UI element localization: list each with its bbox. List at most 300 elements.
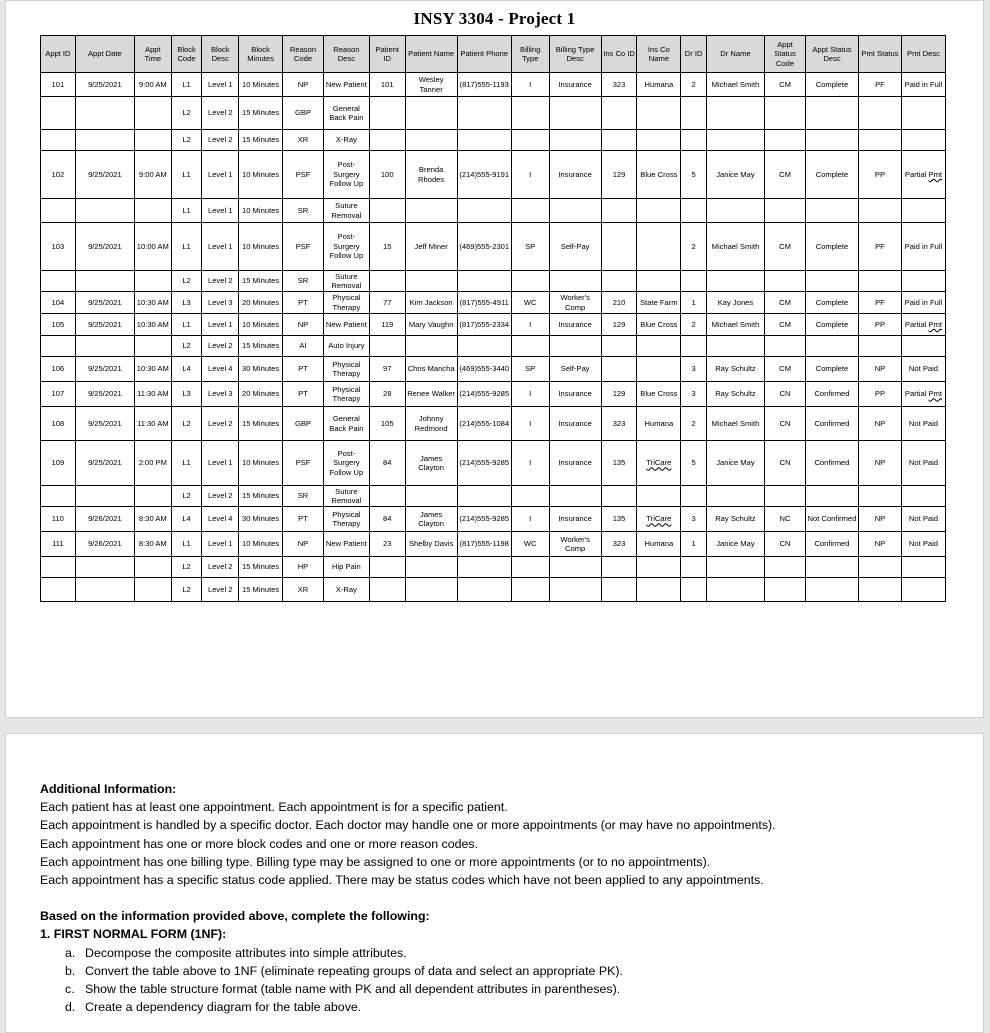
cell-appt-date [75,578,134,602]
table-header-row [41,36,946,73]
cell-block-minutes: 15 Minutes [239,271,283,292]
cell-appt-time [134,97,171,130]
cell-patient-phone [457,130,511,151]
cell-appt-date [75,486,134,507]
cell-dr-id [681,578,707,602]
table-row [41,441,946,486]
cell-billing-type: I [511,441,549,486]
cell-patient-name: Chris Mancha [405,357,457,382]
cell-appt-status-desc [805,486,858,507]
cell-reason-code: AI [283,336,324,357]
cell-reason-desc: New Patient [323,73,369,97]
cell-patient-id: 101 [369,73,405,97]
cell-block-minutes: 10 Minutes [239,314,283,336]
task-subitem [65,998,970,1016]
cell-appt-status-code [765,199,806,223]
cell-patient-phone [457,578,511,602]
cell-reason-code: NP [283,73,324,97]
cell-appt-date: 9/25/2021 [75,382,134,407]
cell-ins-co-id: 129 [601,151,637,199]
cell-billing-type: SP [511,357,549,382]
cell-block-minutes: 10 Minutes [239,532,283,557]
cell-dr-name [706,97,764,130]
cell-block-minutes: 20 Minutes [239,382,283,407]
cell-appt-time: 8:30 AM [134,507,171,532]
cell-patient-id: 23 [369,532,405,557]
cell-block-code: L2 [171,486,202,507]
cell-appt-id: 109 [41,441,76,486]
cell-reason-code: PT [283,357,324,382]
document-page-1 [5,0,984,718]
header-appt-date: Appt Date [75,36,134,73]
cell-appt-date: 9/25/2021 [75,407,134,441]
cell-appt-status-code [765,578,806,602]
cell-appt-status-code: CM [765,357,806,382]
cell-pmt-desc: Paid in Full [901,292,945,314]
cell-pmt-desc: Not Paid [901,441,945,486]
header-patient-phone: Patient Phone [457,36,511,73]
cell-reason-code: PT [283,382,324,407]
cell-appt-id: 104 [41,292,76,314]
cell-block-code: L1 [171,199,202,223]
cell-appt-status-code: NC [765,507,806,532]
header-dr-name: Dr Name [706,36,764,73]
cell-dr-name: Janice May [706,151,764,199]
cell-pmt-status: NP [859,357,902,382]
cell-appt-time: 10:30 AM [134,292,171,314]
cell-appt-time: 10:00 AM [134,223,171,271]
cell-reason-code: NP [283,314,324,336]
info-line: Each appointment has a specific status code applied. There may be status codes which have not been applied to any appointments. [40,873,764,888]
cell-patient-name: James Clayton [405,507,457,532]
task-subitem [65,980,970,998]
cell-reason-code: HP [283,557,324,578]
cell-patient-id: 105 [369,407,405,441]
cell-ins-co-name [637,130,681,151]
cell-block-code: L2 [171,130,202,151]
header-patient-name: Patient Name [405,36,457,73]
table-row [41,271,946,292]
cell-patient-phone [457,557,511,578]
cell-appt-status-code: CM [765,151,806,199]
cell-dr-id: 2 [681,407,707,441]
header-billing-type-desc: Billing Type Desc [549,36,601,73]
cell-block-desc: Level 1 [202,223,239,271]
cell-patient-phone: (469)555-2301 [457,223,511,271]
cell-appt-status-desc: Confirmed [805,532,858,557]
cell-patient-name: Kim Jackson [405,292,457,314]
cell-block-minutes: 10 Minutes [239,73,283,97]
cell-dr-id [681,130,707,151]
cell-patient-id [369,486,405,507]
cell-appt-status-code [765,557,806,578]
cell-pmt-status: NP [859,441,902,486]
cell-patient-phone: (214)555-1084 [457,407,511,441]
cell-billing-type-desc: Insurance [549,151,601,199]
cell-pmt-status [859,199,902,223]
cell-ins-co-id: 323 [601,73,637,97]
cell-patient-name: James Clayton [405,441,457,486]
cell-dr-name [706,199,764,223]
cell-patient-phone: (214)555-9285 [457,441,511,486]
cell-billing-type: I [511,314,549,336]
cell-ins-co-id [601,557,637,578]
cell-dr-id: 3 [681,507,707,532]
cell-billing-type [511,199,549,223]
cell-dr-id: 3 [681,357,707,382]
cell-dr-name [706,486,764,507]
cell-patient-name [405,199,457,223]
cell-patient-phone [457,336,511,357]
cell-block-desc: Level 2 [202,97,239,130]
cell-pmt-status [859,557,902,578]
cell-reason-desc: Post-Surgery Follow Up [323,441,369,486]
cell-patient-name: Renee Walker [405,382,457,407]
cell-appt-status-desc [805,130,858,151]
cell-reason-code: PSF [283,223,324,271]
cell-reason-code: PSF [283,441,324,486]
cell-appt-date: 9/26/2021 [75,532,134,557]
cell-billing-type: I [511,507,549,532]
cell-pmt-desc: Partial Pmt [901,382,945,407]
cell-ins-co-id [601,271,637,292]
cell-reason-desc: Suture Removal [323,199,369,223]
cell-patient-id: 77 [369,292,405,314]
cell-appt-status-desc: Complete [805,357,858,382]
cell-patient-name: Wesley Tanner [405,73,457,97]
cell-pmt-status: NP [859,407,902,441]
subitem-marker: d. [65,1000,76,1015]
cell-billing-type-desc: Insurance [549,507,601,532]
cell-reason-desc: Suture Removal [323,271,369,292]
cell-billing-type: I [511,73,549,97]
table-row [41,130,946,151]
cell-appt-date: 9/25/2021 [75,357,134,382]
cell-patient-id: 100 [369,151,405,199]
header-ins-co-name: Ins Co Name [637,36,681,73]
cell-appt-status-code: CM [765,292,806,314]
header-appt-status-code: Appt Status Code [765,36,806,73]
task-subitem [65,944,970,962]
cell-appt-date: 9/25/2021 [75,73,134,97]
cell-pmt-status: PF [859,73,902,97]
cell-pmt-desc: Not Paid [901,507,945,532]
cell-ins-co-name [637,357,681,382]
cell-billing-type-desc: Insurance [549,314,601,336]
table-row [41,578,946,602]
cell-appt-date: 9/25/2021 [75,441,134,486]
cell-pmt-status: NP [859,532,902,557]
table-row [41,557,946,578]
cell-appt-id: 101 [41,73,76,97]
header-ins-co-id: Ins Co ID [601,36,637,73]
cell-appt-time: 11:30 AM [134,382,171,407]
cell-reason-desc: New Patient [323,532,369,557]
cell-block-minutes: 15 Minutes [239,486,283,507]
cell-dr-id [681,271,707,292]
additional-info-heading: Additional Information: [40,782,177,796]
cell-billing-type-desc: Insurance [549,382,601,407]
cell-billing-type-desc: Insurance [549,73,601,97]
cell-appt-time [134,557,171,578]
cell-ins-co-id: 129 [601,382,637,407]
cell-dr-name: Michael Smith [706,73,764,97]
cell-patient-name [405,336,457,357]
cell-dr-name: Janice May [706,441,764,486]
cell-billing-type [511,486,549,507]
cell-block-code: L4 [171,357,202,382]
cell-patient-id: 119 [369,314,405,336]
cell-billing-type-desc [549,557,601,578]
cell-reason-code: NP [283,532,324,557]
cell-block-desc: Level 2 [202,578,239,602]
cell-patient-phone: (214)555-9285 [457,507,511,532]
cell-appt-status-desc: Complete [805,314,858,336]
cell-appt-date: 9/26/2021 [75,507,134,532]
cell-appt-date [75,130,134,151]
cell-dr-name: Michael Smith [706,407,764,441]
cell-patient-name: Jeff Miner [405,223,457,271]
cell-block-desc: Level 1 [202,441,239,486]
cell-billing-type: WC [511,532,549,557]
cell-billing-type [511,97,549,130]
cell-block-minutes: 30 Minutes [239,507,283,532]
cell-patient-name [405,557,457,578]
subitem-text: Create a dependency diagram for the table above. [85,1000,362,1015]
cell-dr-id [681,486,707,507]
cell-patient-name [405,271,457,292]
cell-patient-phone: (214)555-9285 [457,382,511,407]
cell-billing-type-desc [549,97,601,130]
cell-pmt-desc: Paid in Full [901,73,945,97]
cell-patient-name [405,486,457,507]
table-row [41,314,946,336]
cell-pmt-status: PP [859,314,902,336]
cell-pmt-desc [901,271,945,292]
cell-patient-phone: (817)555-1193 [457,73,511,97]
cell-appt-date [75,97,134,130]
cell-dr-name [706,130,764,151]
cell-pmt-status: PF [859,292,902,314]
cell-dr-id [681,199,707,223]
cell-dr-id [681,557,707,578]
cell-dr-id: 5 [681,151,707,199]
table-row [41,292,946,314]
cell-appt-status-code: CM [765,73,806,97]
appointment-table [40,35,946,602]
cell-dr-name: Ray Schultz [706,382,764,407]
header-pmt-status: Pmt Status [859,36,902,73]
subitem-text: Show the table structure format (table name with PK and all dependent attributes in parentheses). [85,982,621,997]
cell-pmt-status [859,578,902,602]
cell-appt-status-code [765,97,806,130]
cell-block-code: L3 [171,292,202,314]
cell-appt-date [75,336,134,357]
table-row [41,97,946,130]
header-dr-id: Dr ID [681,36,707,73]
cell-reason-desc: General Back Pain [323,407,369,441]
cell-billing-type: SP [511,223,549,271]
table-row [41,357,946,382]
task-item-1nf: 1. FIRST NORMAL FORM (1NF): [40,927,227,942]
cell-appt-date [75,199,134,223]
header-appt-id: Appt ID [41,36,76,73]
subitem-marker: a. [65,945,76,960]
cell-ins-co-name [637,97,681,130]
cell-ins-co-id: 135 [601,441,637,486]
cell-appt-date: 9/25/2021 [75,292,134,314]
info-line: Each patient has at least one appointment. Each appointment is for a specific patient. [40,800,508,815]
cell-block-desc: Level 2 [202,130,239,151]
cell-patient-name [405,97,457,130]
cell-billing-type-desc: Self-Pay [549,357,601,382]
cell-reason-desc: X-Ray [323,130,369,151]
cell-appt-time: 9:00 AM [134,151,171,199]
cell-pmt-desc [901,130,945,151]
cell-pmt-desc: Partial Pmt [901,151,945,199]
cell-appt-status-desc [805,271,858,292]
cell-block-code: L2 [171,578,202,602]
cell-patient-name [405,578,457,602]
cell-appt-date: 9/25/2021 [75,223,134,271]
cell-ins-co-id [601,336,637,357]
cell-reason-code: GBP [283,97,324,130]
cell-billing-type-desc [549,578,601,602]
cell-billing-type [511,271,549,292]
cell-ins-co-id [601,223,637,271]
cell-reason-code: PT [283,292,324,314]
cell-dr-name: Ray Schultz [706,507,764,532]
cell-pmt-status: PP [859,151,902,199]
cell-reason-code: SR [283,486,324,507]
cell-appt-status-code: CM [765,314,806,336]
cell-dr-name [706,336,764,357]
cell-patient-phone: (817)555-4911 [457,292,511,314]
cell-appt-status-desc: Complete [805,223,858,271]
header-appt-time: Appt Time [134,36,171,73]
cell-appt-status-code [765,336,806,357]
cell-block-desc: Level 1 [202,151,239,199]
cell-pmt-desc: Not Paid [901,357,945,382]
cell-billing-type [511,336,549,357]
cell-patient-id [369,130,405,151]
cell-block-minutes: 10 Minutes [239,441,283,486]
table-row [41,336,946,357]
cell-reason-desc: Post-Surgery Follow Up [323,223,369,271]
cell-reason-desc: Suture Removal [323,486,369,507]
cell-pmt-desc: Paid in Full [901,223,945,271]
header-reason-desc: Reason Desc [323,36,369,73]
cell-patient-id: 97 [369,357,405,382]
cell-block-code: L2 [171,97,202,130]
cell-appt-id: 106 [41,357,76,382]
cell-block-minutes: 30 Minutes [239,357,283,382]
cell-ins-co-id [601,578,637,602]
cell-dr-name: Michael Smith [706,314,764,336]
cell-appt-status-desc [805,557,858,578]
cell-appt-status-desc [805,199,858,223]
cell-block-desc: Level 4 [202,357,239,382]
header-reason-code: Reason Code [283,36,324,73]
cell-pmt-desc: Not Paid [901,407,945,441]
cell-appt-id [41,578,76,602]
cell-block-minutes: 15 Minutes [239,130,283,151]
cell-appt-time: 11:30 AM [134,407,171,441]
cell-appt-status-code [765,486,806,507]
cell-reason-desc: Physical Therapy [323,292,369,314]
cell-pmt-desc: Partial Pmt [901,314,945,336]
task-subitem [65,962,970,980]
cell-reason-desc: General Back Pain [323,97,369,130]
cell-pmt-status [859,130,902,151]
cell-appt-id: 105 [41,314,76,336]
cell-reason-desc: Physical Therapy [323,382,369,407]
cell-patient-id [369,199,405,223]
cell-patient-phone: (817)555-2334 [457,314,511,336]
cell-block-minutes: 15 Minutes [239,407,283,441]
cell-patient-phone [457,486,511,507]
cell-ins-co-name [637,271,681,292]
cell-billing-type-desc [549,130,601,151]
cell-patient-name: Brenda Rhodes [405,151,457,199]
cell-ins-co-name [637,336,681,357]
cell-block-minutes: 15 Minutes [239,578,283,602]
cell-billing-type-desc [549,336,601,357]
cell-ins-co-id [601,97,637,130]
cell-block-code: L1 [171,441,202,486]
cell-dr-id: 1 [681,532,707,557]
cell-pmt-status: PF [859,223,902,271]
cell-reason-desc: Physical Therapy [323,507,369,532]
cell-appt-date: 9/25/2021 [75,151,134,199]
cell-patient-id: 15 [369,223,405,271]
cell-block-minutes: 10 Minutes [239,199,283,223]
cell-patient-phone: (214)555-9191 [457,151,511,199]
table-row [41,507,946,532]
cell-patient-phone [457,199,511,223]
cell-dr-name: Janice May [706,532,764,557]
cell-block-code: L2 [171,407,202,441]
cell-dr-name [706,271,764,292]
cell-billing-type: I [511,382,549,407]
table-row [41,223,946,271]
cell-ins-co-name: Blue Cross [637,314,681,336]
task-subitems [40,944,970,1017]
cell-block-desc: Level 2 [202,557,239,578]
spacer [40,889,970,907]
cell-appt-status-desc [805,578,858,602]
cell-block-code: L2 [171,557,202,578]
cell-appt-status-desc: Complete [805,73,858,97]
cell-appt-id: 111 [41,532,76,557]
cell-reason-desc: Physical Therapy [323,357,369,382]
document-title: INSY 3304 - Project 1 [413,9,576,28]
cell-appt-id [41,336,76,357]
cell-ins-co-name: Humana [637,73,681,97]
cell-billing-type [511,557,549,578]
table-row [41,382,946,407]
cell-block-desc: Level 3 [202,292,239,314]
cell-ins-co-id [601,130,637,151]
cell-patient-phone [457,97,511,130]
cell-appt-id: 108 [41,407,76,441]
cell-reason-code: PT [283,507,324,532]
cell-dr-id: 5 [681,441,707,486]
cell-ins-co-id: 323 [601,407,637,441]
cell-patient-id [369,97,405,130]
cell-ins-co-name: Blue Cross [637,151,681,199]
cell-appt-status-desc: Confirmed [805,407,858,441]
